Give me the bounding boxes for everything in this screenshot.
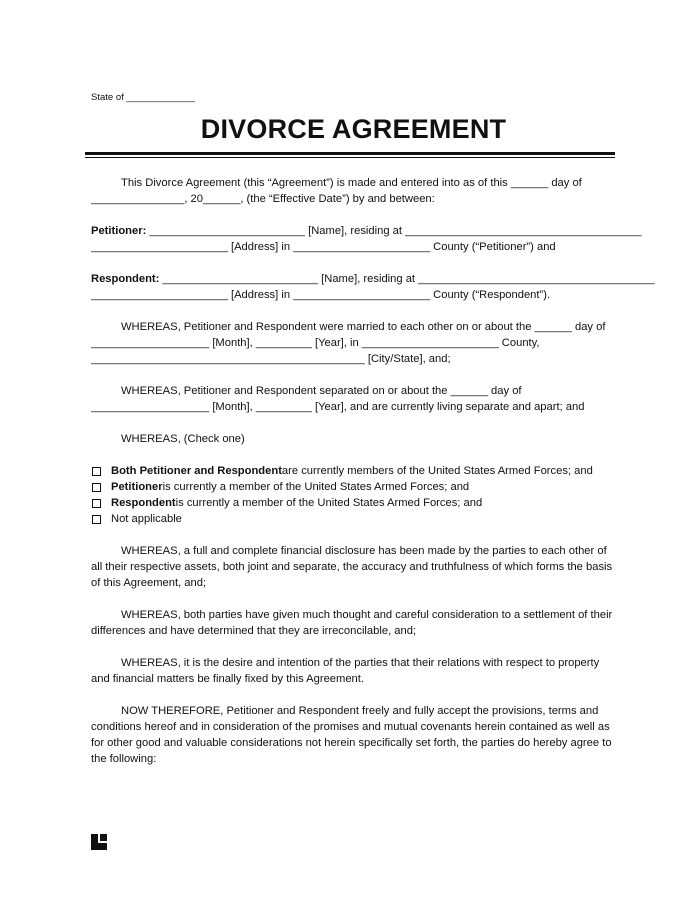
checkbox-respondent-bold: Respondent — [111, 497, 176, 509]
intro-paragraph — [91, 175, 616, 207]
disclosure-line-1: WHEREAS, a full and complete financial disclosure has been made by the parties to each other of — [121, 545, 607, 557]
petitioner-paragraph — [91, 223, 642, 255]
document-title: DIVORCE AGREEMENT — [200, 114, 507, 144]
checkbox-petitioner-bold: Petitioner — [111, 481, 163, 493]
intro-line-1: This Divorce Agreement (this “Agreement”) is made and entered into as of this ______ day of — [121, 177, 582, 189]
disclosure-paragraph — [91, 543, 616, 591]
petitioner-line-1 — [91, 223, 642, 239]
now-therefore-line-4: the following: — [91, 753, 157, 765]
married-paragraph — [91, 319, 616, 367]
checkbox-icon[interactable] — [92, 483, 101, 492]
state-of-field: State of _____________ — [91, 92, 196, 103]
separated-paragraph — [91, 383, 616, 415]
check-one-paragraph — [91, 431, 616, 447]
title-rule-thick — [85, 152, 615, 155]
separated-line-1: WHEREAS, Petitioner and Respondent separated on or about the ______ day of — [121, 385, 522, 397]
document-body — [91, 175, 655, 767]
respondent-line-2: ______________________ [Address] in ______________________ County (“Respondent”). — [91, 289, 551, 301]
married-line-1: WHEREAS, Petitioner and Respondent were married to each other on or about the ______ day of — [121, 321, 606, 333]
petitioner-line-2: ______________________ [Address] in ______________________ County (“Petitioner”) and — [91, 241, 556, 253]
intro-line-2: _______________, 20______, (the “Effective Date”) by and between: — [91, 193, 435, 205]
checkbox-icon[interactable] — [92, 515, 101, 524]
now-therefore-line-3: for other good and valuable considerations not herein specifically set forth, the parties do hereby agree to — [91, 737, 612, 749]
brand-logo-icon — [91, 834, 107, 850]
disclosure-line-2: all their respective assets, both joint and separate, the accuracy and truthfulness of which forms the basis — [91, 561, 613, 573]
respondent-line-1-rest: _________________________ [Name], residing at ______________________________________ — [159, 273, 655, 285]
checkbox-both-text: are currently members of the United States Armed Forces; and — [281, 465, 593, 477]
desire-line-2: and financial matters be finally fixed by this Agreement. — [91, 673, 364, 685]
respondent-paragraph — [91, 271, 655, 303]
title-rule-thin — [85, 157, 615, 158]
disclosure-line-3: of this Agreement, and; — [91, 577, 207, 589]
checkbox-both[interactable] — [91, 463, 616, 479]
desire-paragraph — [91, 655, 616, 687]
petitioner-line-1-rest: _________________________ [Name], residing at ______________________________________ — [146, 225, 642, 237]
checkbox-not-applicable[interactable] — [91, 511, 616, 527]
respondent-line-1 — [91, 271, 655, 287]
desire-line-1: WHEREAS, it is the desire and intention of the parties that their relations with respect to property — [121, 657, 600, 669]
checkbox-both-bold: Both Petitioner and Respondent — [111, 465, 282, 477]
married-line-3: ____________________________________________ [City/State], and; — [91, 353, 451, 365]
now-therefore-line-2: conditions hereof and in consideration of the promises and mutual covenants herein contained as well as — [91, 721, 610, 733]
separated-line-2: ___________________ [Month], _________ [Year], and are currently living separate and apart; and — [91, 401, 585, 413]
checkbox-icon[interactable] — [92, 467, 101, 476]
married-line-2: ___________________ [Month], _________ [Year], in ______________________ County, — [91, 337, 540, 349]
respondent-label: Respondent: — [91, 273, 160, 285]
now-therefore-line-1: NOW THEREFORE, Petitioner and Respondent freely and fully accept the provisions, terms and — [121, 705, 599, 717]
checkbox-respondent[interactable] — [91, 495, 616, 511]
checkbox-icon[interactable] — [92, 499, 101, 508]
now-therefore-paragraph — [91, 703, 616, 767]
consideration-line-2: differences and have determined that they are irreconcilable, and; — [91, 625, 417, 637]
consideration-line-1: WHEREAS, both parties have given much thought and careful consideration to a settlement of their — [121, 609, 613, 621]
checkbox-not-applicable-text: Not applicable — [111, 513, 182, 525]
petitioner-label: Petitioner: — [91, 225, 147, 237]
checkbox-petitioner[interactable] — [91, 479, 616, 495]
armed-forces-checklist — [91, 463, 616, 527]
checkbox-petitioner-text: is currently a member of the United States Armed Forces; and — [162, 481, 470, 493]
checkbox-respondent-text: is currently a member of the United States Armed Forces; and — [175, 497, 483, 509]
check-one-line: WHEREAS, (Check one) — [121, 433, 245, 445]
consideration-paragraph — [91, 607, 616, 639]
